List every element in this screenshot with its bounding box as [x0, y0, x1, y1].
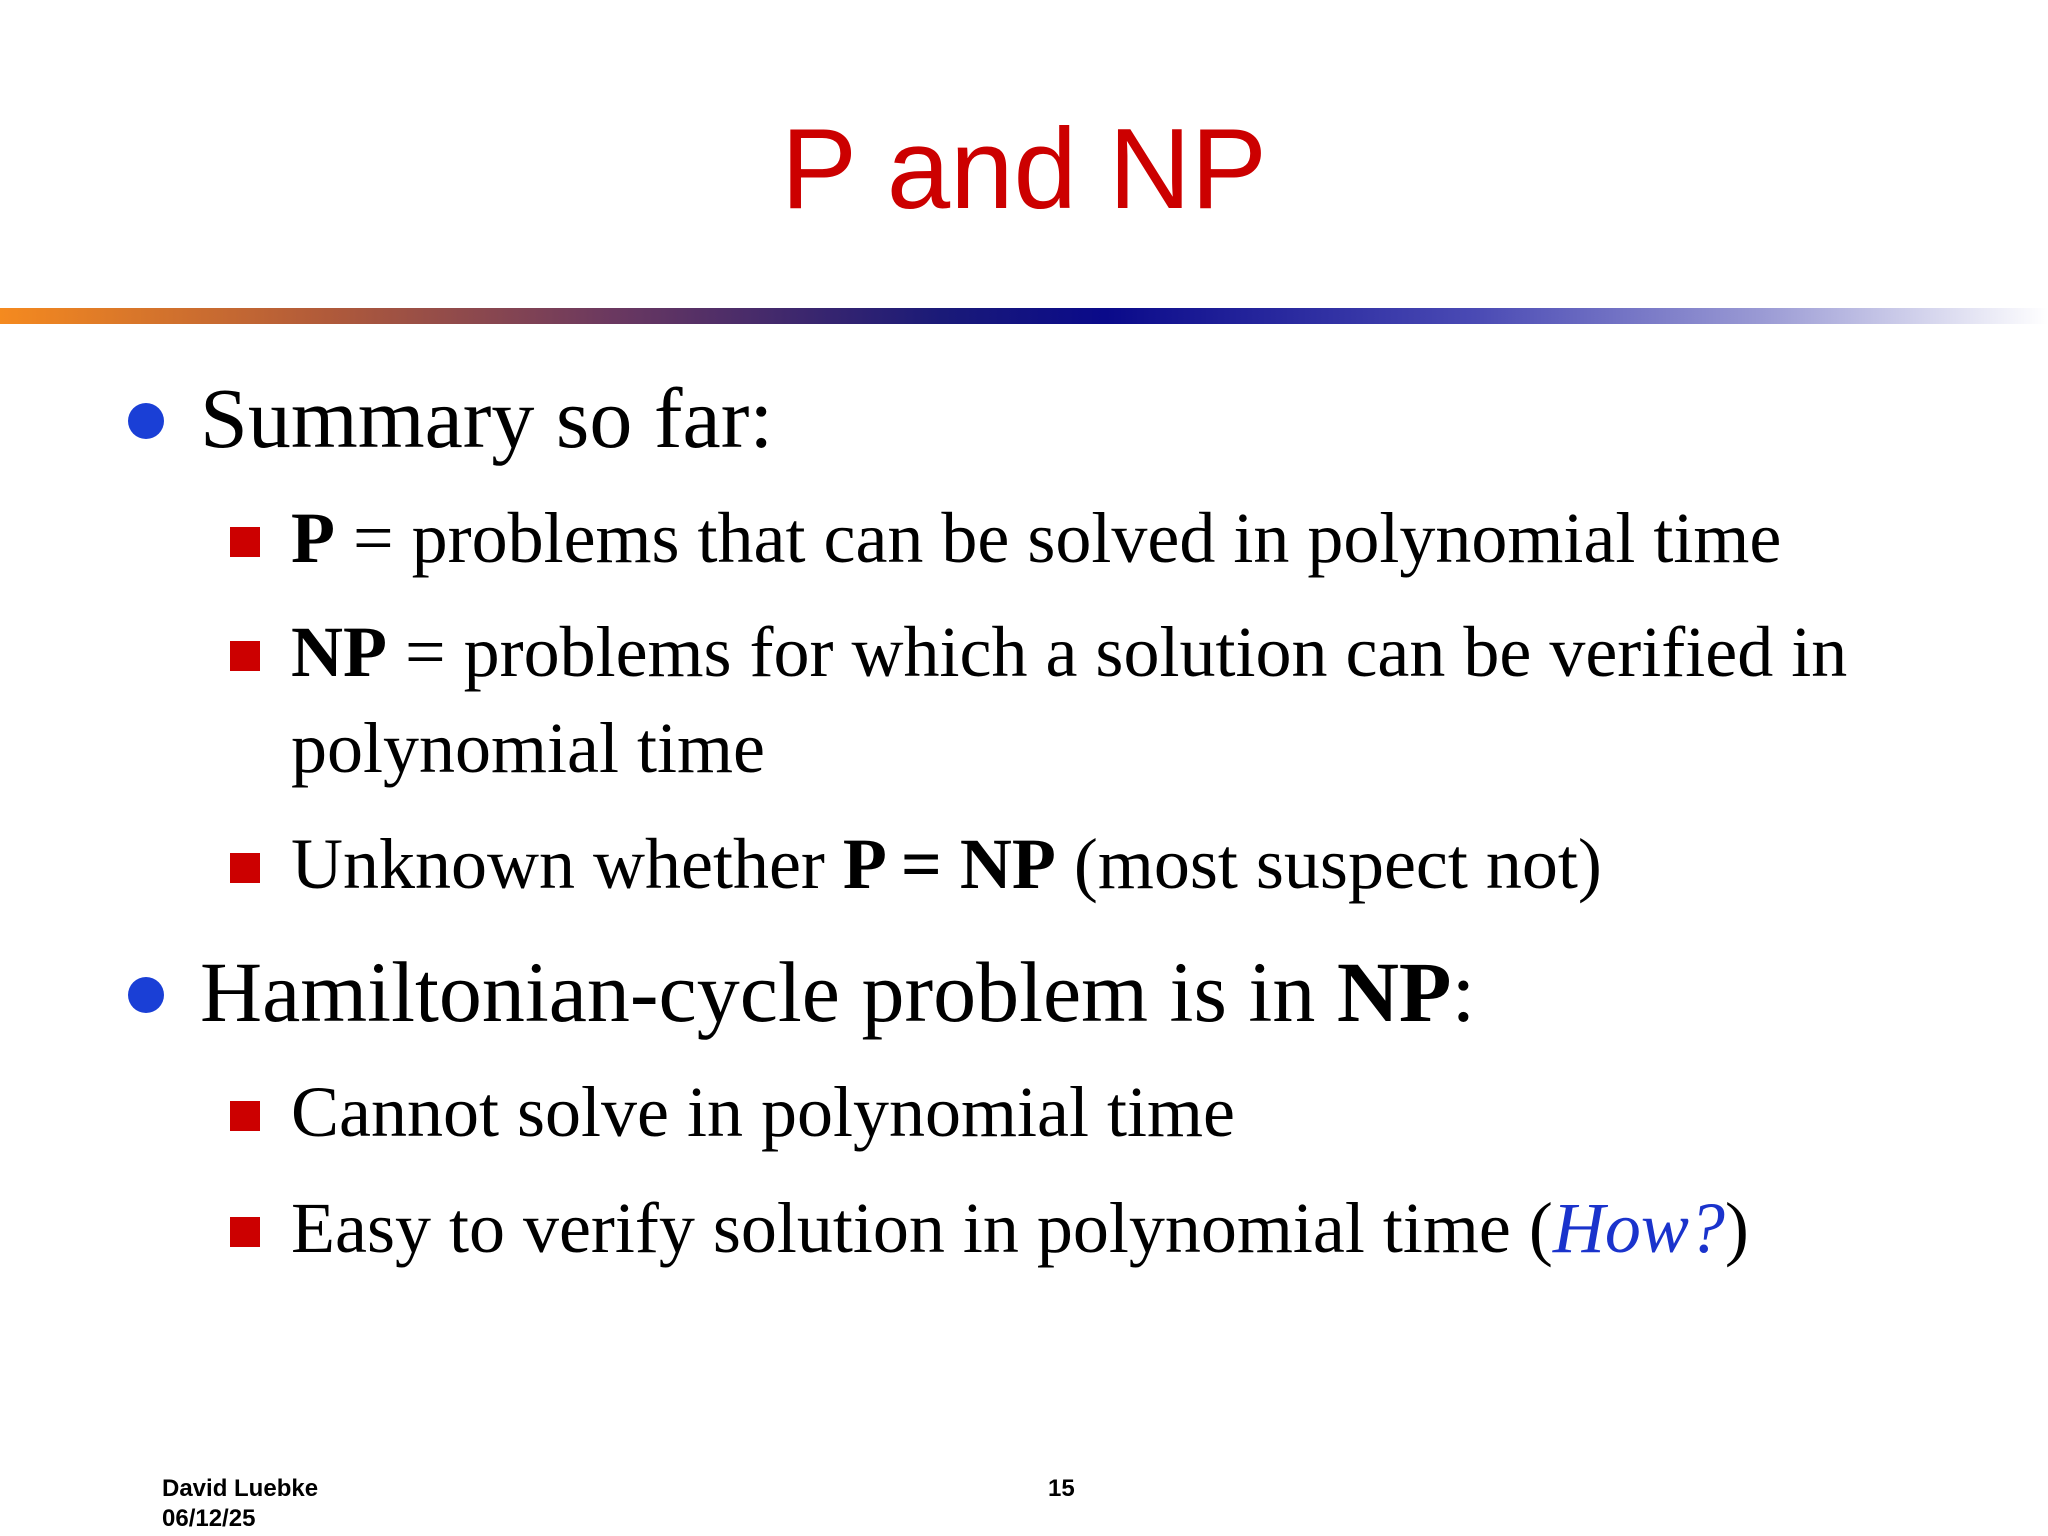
- bullet-suffix: :: [1451, 944, 1476, 1040]
- term-np: NP: [1336, 944, 1452, 1040]
- bullet-text: Summary so far:: [200, 370, 774, 466]
- bullet-text: Hamiltonian-cycle problem is in: [200, 944, 1337, 1040]
- page-number: 15: [1048, 1475, 1075, 1502]
- round-bullet-icon: [128, 977, 164, 1013]
- statement-text: Cannot solve in polynomial time: [291, 1072, 1235, 1152]
- footer-date: 06/12/25: [162, 1505, 256, 1532]
- definition-text: = problems that can be solved in polynomial time: [334, 498, 1782, 578]
- p-equals-np: P = NP: [842, 824, 1056, 904]
- how-question: How?: [1552, 1188, 1725, 1268]
- round-bullet-icon: [128, 403, 164, 439]
- term-p: P: [291, 498, 335, 578]
- sub-bullet-np-definition: [291, 604, 1991, 796]
- statement-suffix: (most suspect not): [1055, 824, 1602, 904]
- term-np: NP: [291, 612, 387, 692]
- sub-bullet-p-equals-np: [291, 816, 1991, 912]
- sub-bullet-cannot-solve: [291, 1064, 1991, 1160]
- square-bullet-icon: [230, 1217, 260, 1247]
- statement-prefix: Unknown whether: [291, 824, 843, 904]
- footer-author: David Luebke: [162, 1475, 319, 1502]
- gradient-divider: [0, 308, 2048, 324]
- square-bullet-icon: [230, 641, 260, 671]
- definition-text: = problems for which a solution can be verified in polynomial time: [291, 612, 1848, 788]
- sub-bullet-easy-verify: [291, 1180, 1991, 1276]
- sub-bullet-p-definition: [291, 490, 1991, 586]
- footer-author-date: [162, 1474, 318, 1534]
- statement-suffix: ): [1724, 1188, 1749, 1268]
- square-bullet-icon: [230, 853, 260, 883]
- statement-prefix: Easy to verify solution in polynomial time (: [291, 1188, 1553, 1268]
- bullet-summary: [200, 368, 773, 468]
- square-bullet-icon: [230, 1101, 260, 1131]
- bullet-hamiltonian-cycle: [200, 942, 1475, 1042]
- square-bullet-icon: [230, 527, 260, 557]
- slide-title: P and NP: [781, 106, 1267, 233]
